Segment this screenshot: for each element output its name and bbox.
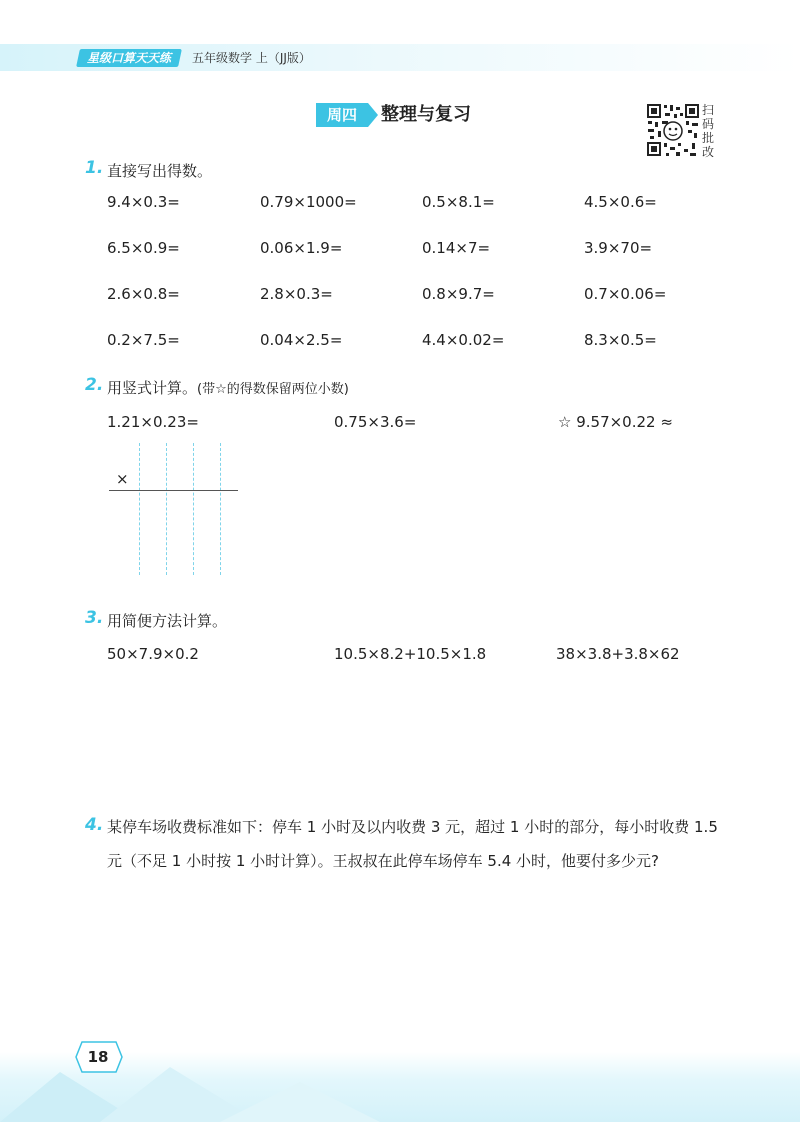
q1-expression: 4.5×0.6= — [584, 193, 657, 211]
vertical-grid-guide — [220, 443, 221, 575]
q3-number: 3. — [85, 608, 104, 628]
vertical-grid-guide — [139, 443, 140, 575]
book-title: 五年级数学 上（JJ版） — [192, 51, 311, 65]
q1-expression: 4.4×0.02= — [422, 331, 505, 349]
qr-caption: 扫码批改 — [702, 103, 715, 159]
multiply-sign: × — [116, 470, 129, 488]
q3-expression: 38×3.8+3.8×62 — [556, 645, 680, 663]
q4-word-problem: 某停车场收费标准如下：停车 1 小时及以内收费 3 元，超过 1 小时的部分，每小时收费 1.5 元（不足 1 小时按 1 小时计算）。王叔叔在此停车场停车 5.4 小时，他要付多少元? — [107, 818, 718, 870]
q1-expression: 2.8×0.3= — [260, 285, 333, 303]
q2-expression: 0.75×3.6= — [334, 413, 417, 431]
q1-expression: 0.04×2.5= — [260, 331, 343, 349]
q2-note: (带☆的得数保留两位小数) — [197, 382, 349, 397]
q1-prompt: 直接写出得数。 — [107, 162, 213, 180]
q1-expression: 0.8×9.7= — [422, 285, 495, 303]
q1-expression: 0.2×7.5= — [107, 331, 180, 349]
q1-expression: 0.7×0.06= — [584, 285, 667, 303]
day-badge: 周四 — [316, 103, 368, 127]
q1-expression: 0.79×1000= — [260, 193, 357, 211]
series-brand-tab — [76, 49, 182, 67]
q3-prompt: 用简便方法计算。 — [107, 612, 228, 630]
vertical-grid-guide — [193, 443, 194, 575]
series-brand-label: 星级口算天天练 — [87, 51, 172, 65]
q4-number: 4. — [85, 815, 104, 835]
section-title: 整理与复习 — [381, 104, 471, 125]
q2-number: 2. — [85, 375, 104, 395]
vertical-calc-line — [109, 490, 238, 491]
page-number: 18 — [87, 1048, 109, 1066]
q1-expression: 0.14×7= — [422, 239, 491, 257]
q1-expression: 6.5×0.9= — [107, 239, 180, 257]
q3-expression: 10.5×8.2+10.5×1.8 — [334, 645, 487, 663]
q1-expression: 8.3×0.5= — [584, 331, 657, 349]
q3-expression: 50×7.9×0.2 — [107, 645, 199, 663]
q1-expression: 0.06×1.9= — [260, 239, 343, 257]
q2-expression: 1.21×0.23= — [107, 413, 199, 431]
q2-expression: ☆ 9.57×0.22 ≈ — [558, 413, 673, 431]
vertical-grid-guide — [166, 443, 167, 575]
qr-code-icon[interactable] — [646, 103, 700, 157]
q1-expression: 2.6×0.8= — [107, 285, 180, 303]
q1-number: 1. — [85, 158, 104, 178]
q1-expression: 0.5×8.1= — [422, 193, 495, 211]
q1-expression: 3.9×70= — [584, 239, 653, 257]
q2-prompt-text: 用竖式计算。 — [107, 379, 198, 397]
q2-prompt — [107, 377, 349, 398]
q1-expression: 9.4×0.3= — [107, 193, 180, 211]
